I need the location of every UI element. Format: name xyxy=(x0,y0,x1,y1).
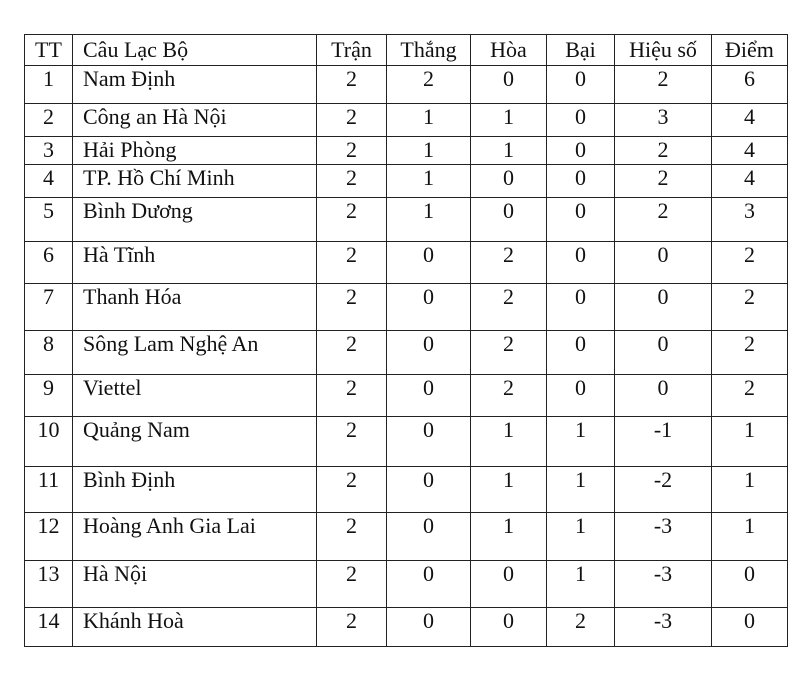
rank-cell: 4 xyxy=(25,165,73,198)
points-cell: 3 xyxy=(712,198,788,242)
rank-cell: 9 xyxy=(25,375,73,417)
goal-difference-cell: 0 xyxy=(615,284,712,331)
lost-cell: 0 xyxy=(547,104,615,137)
header-club: Câu Lạc Bộ xyxy=(73,35,317,66)
rank-cell: 11 xyxy=(25,467,73,513)
table-row xyxy=(25,242,788,284)
club-cell: Bình Dương xyxy=(73,198,317,242)
drawn-cell: 2 xyxy=(471,331,547,375)
lost-cell: 0 xyxy=(547,137,615,165)
lost-cell: 0 xyxy=(547,198,615,242)
lost-cell: 0 xyxy=(547,284,615,331)
points-cell: 2 xyxy=(712,242,788,284)
header-drawn: Hòa xyxy=(471,35,547,66)
played-cell: 2 xyxy=(317,137,387,165)
goal-difference-cell: 0 xyxy=(615,242,712,284)
header-points: Điểm xyxy=(712,35,788,66)
rank-cell: 1 xyxy=(25,66,73,104)
goal-difference-cell: -1 xyxy=(615,417,712,467)
table-row xyxy=(25,165,788,198)
club-cell: Công an Hà Nội xyxy=(73,104,317,137)
table-row xyxy=(25,66,788,104)
won-cell: 0 xyxy=(387,608,471,647)
goal-difference-cell: 2 xyxy=(615,137,712,165)
points-cell: 2 xyxy=(712,331,788,375)
rank-cell: 13 xyxy=(25,561,73,608)
club-cell: Bình Định xyxy=(73,467,317,513)
rank-cell: 3 xyxy=(25,137,73,165)
table-row xyxy=(25,513,788,561)
points-cell: 6 xyxy=(712,66,788,104)
club-cell: Viettel xyxy=(73,375,317,417)
won-cell: 0 xyxy=(387,242,471,284)
lost-cell: 0 xyxy=(547,375,615,417)
played-cell: 2 xyxy=(317,284,387,331)
drawn-cell: 1 xyxy=(471,137,547,165)
drawn-cell: 0 xyxy=(471,66,547,104)
goal-difference-cell: -3 xyxy=(615,513,712,561)
won-cell: 0 xyxy=(387,417,471,467)
goal-difference-cell: 2 xyxy=(615,198,712,242)
won-cell: 0 xyxy=(387,284,471,331)
won-cell: 1 xyxy=(387,104,471,137)
points-cell: 0 xyxy=(712,561,788,608)
rank-cell: 2 xyxy=(25,104,73,137)
header-lost: Bại xyxy=(547,35,615,66)
points-cell: 1 xyxy=(712,417,788,467)
played-cell: 2 xyxy=(317,165,387,198)
goal-difference-cell: -3 xyxy=(615,608,712,647)
won-cell: 1 xyxy=(387,137,471,165)
lost-cell: 0 xyxy=(547,242,615,284)
club-cell: Thanh Hóa xyxy=(73,284,317,331)
played-cell: 2 xyxy=(317,66,387,104)
table-row xyxy=(25,467,788,513)
club-cell: Nam Định xyxy=(73,66,317,104)
played-cell: 2 xyxy=(317,104,387,137)
table-row xyxy=(25,331,788,375)
points-cell: 4 xyxy=(712,104,788,137)
header-rank: TT xyxy=(25,35,73,66)
played-cell: 2 xyxy=(317,375,387,417)
points-cell: 0 xyxy=(712,608,788,647)
goal-difference-cell: 2 xyxy=(615,66,712,104)
table-row xyxy=(25,608,788,647)
goal-difference-cell: 0 xyxy=(615,331,712,375)
rank-cell: 14 xyxy=(25,608,73,647)
table-row xyxy=(25,104,788,137)
drawn-cell: 2 xyxy=(471,242,547,284)
played-cell: 2 xyxy=(317,467,387,513)
club-cell: Sông Lam Nghệ An xyxy=(73,331,317,375)
points-cell: 1 xyxy=(712,513,788,561)
lost-cell: 1 xyxy=(547,417,615,467)
rank-cell: 7 xyxy=(25,284,73,331)
table-row xyxy=(25,417,788,467)
table-row xyxy=(25,561,788,608)
played-cell: 2 xyxy=(317,331,387,375)
goal-difference-cell: -2 xyxy=(615,467,712,513)
lost-cell: 0 xyxy=(547,66,615,104)
won-cell: 1 xyxy=(387,165,471,198)
points-cell: 4 xyxy=(712,165,788,198)
won-cell: 0 xyxy=(387,331,471,375)
played-cell: 2 xyxy=(317,198,387,242)
points-cell: 1 xyxy=(712,467,788,513)
drawn-cell: 2 xyxy=(471,375,547,417)
points-cell: 2 xyxy=(712,284,788,331)
table-row xyxy=(25,284,788,331)
points-cell: 2 xyxy=(712,375,788,417)
lost-cell: 2 xyxy=(547,608,615,647)
lost-cell: 1 xyxy=(547,561,615,608)
table-row xyxy=(25,375,788,417)
standings-table xyxy=(24,34,788,647)
table-row xyxy=(25,198,788,242)
header-goal-difference: Hiệu số xyxy=(615,35,712,66)
drawn-cell: 0 xyxy=(471,561,547,608)
header-played: Trận xyxy=(317,35,387,66)
goal-difference-cell: 3 xyxy=(615,104,712,137)
won-cell: 0 xyxy=(387,375,471,417)
won-cell: 1 xyxy=(387,198,471,242)
drawn-cell: 2 xyxy=(471,284,547,331)
lost-cell: 1 xyxy=(547,467,615,513)
rank-cell: 8 xyxy=(25,331,73,375)
goal-difference-cell: -3 xyxy=(615,561,712,608)
played-cell: 2 xyxy=(317,417,387,467)
played-cell: 2 xyxy=(317,242,387,284)
drawn-cell: 0 xyxy=(471,608,547,647)
club-cell: TP. Hồ Chí Minh xyxy=(73,165,317,198)
club-cell: Khánh Hoà xyxy=(73,608,317,647)
club-cell: Quảng Nam xyxy=(73,417,317,467)
lost-cell: 0 xyxy=(547,165,615,198)
rank-cell: 6 xyxy=(25,242,73,284)
goal-difference-cell: 0 xyxy=(615,375,712,417)
club-cell: Hà Nội xyxy=(73,561,317,608)
lost-cell: 0 xyxy=(547,331,615,375)
points-cell: 4 xyxy=(712,137,788,165)
drawn-cell: 0 xyxy=(471,165,547,198)
drawn-cell: 1 xyxy=(471,104,547,137)
won-cell: 0 xyxy=(387,513,471,561)
goal-difference-cell: 2 xyxy=(615,165,712,198)
played-cell: 2 xyxy=(317,513,387,561)
won-cell: 2 xyxy=(387,66,471,104)
drawn-cell: 1 xyxy=(471,513,547,561)
table-header-row xyxy=(25,35,788,66)
club-cell: Hoàng Anh Gia Lai xyxy=(73,513,317,561)
lost-cell: 1 xyxy=(547,513,615,561)
played-cell: 2 xyxy=(317,608,387,647)
club-cell: Hà Tĩnh xyxy=(73,242,317,284)
won-cell: 0 xyxy=(387,467,471,513)
rank-cell: 12 xyxy=(25,513,73,561)
won-cell: 0 xyxy=(387,561,471,608)
header-won: Thắng xyxy=(387,35,471,66)
rank-cell: 5 xyxy=(25,198,73,242)
table-row xyxy=(25,137,788,165)
club-cell: Hải Phòng xyxy=(73,137,317,165)
played-cell: 2 xyxy=(317,561,387,608)
rank-cell: 10 xyxy=(25,417,73,467)
drawn-cell: 1 xyxy=(471,467,547,513)
drawn-cell: 1 xyxy=(471,417,547,467)
drawn-cell: 0 xyxy=(471,198,547,242)
